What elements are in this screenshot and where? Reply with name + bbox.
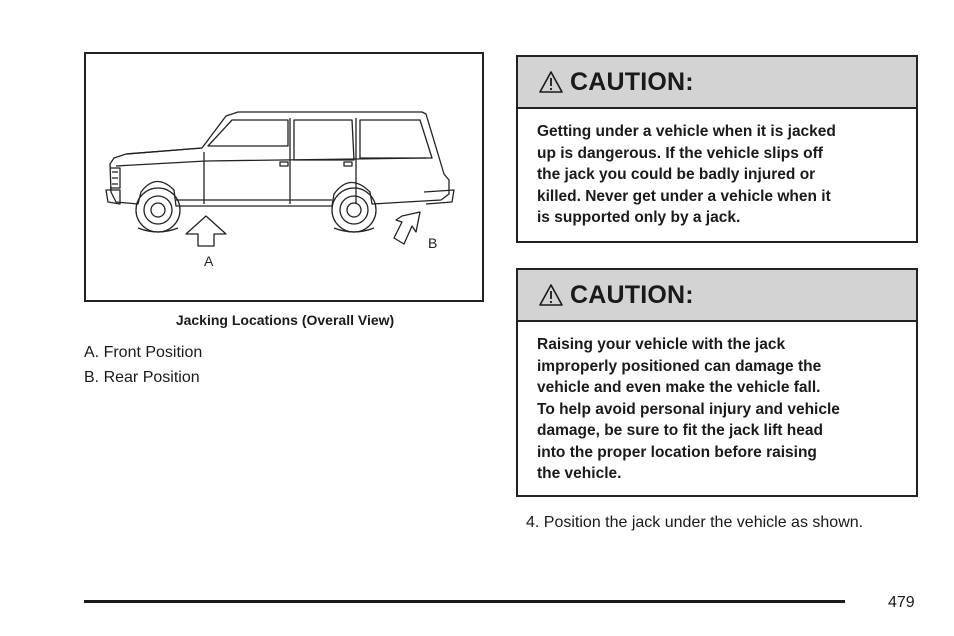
caution-body (518, 322, 916, 497)
marker-b: B (428, 235, 438, 251)
legend-item-b: B. Rear Position (84, 369, 200, 386)
caution-box-2 (516, 268, 918, 497)
rear-wheel (332, 188, 376, 232)
rear-door-window (294, 120, 354, 160)
caution-box-1 (516, 55, 918, 243)
caution-title: CAUTION: (570, 67, 694, 96)
front-wheel (136, 188, 180, 232)
caution-body (518, 109, 916, 241)
footer-rule (84, 600, 845, 603)
arrow-b-icon (394, 212, 420, 244)
vehicle-illustration (86, 54, 486, 304)
caution-header (518, 57, 916, 109)
instruction-step: 4. Position the jack under the vehicle as shown. (526, 514, 864, 531)
caution-title: CAUTION: (570, 280, 694, 309)
rear-quarter-window (360, 120, 432, 158)
jacking-locations-figure (84, 52, 484, 302)
legend-item-a: A. Front Position (84, 344, 203, 361)
figure-caption: Jacking Locations (Overall View) (175, 312, 395, 328)
caution-text: Raising your vehicle with the jack improperly positioned can damage the vehicle and even make the vehicle fall. To help avoid personal injury and vehicle damage, be sure to fit the jack lift head into the proper location before raising the vehicle. (537, 336, 840, 482)
warning-triangle-icon (538, 70, 564, 94)
caution-header (518, 270, 916, 322)
caution-text: Getting under a vehicle when it is jacked up is dangerous. If the vehicle slips off the jack you could be badly injured or killed. Never get under a vehicle when it is supported only by a jack. (537, 123, 836, 226)
warning-triangle-icon (538, 283, 564, 307)
marker-a: A (204, 253, 214, 269)
arrow-a-icon (186, 216, 226, 246)
page-number: 479 (888, 594, 915, 611)
